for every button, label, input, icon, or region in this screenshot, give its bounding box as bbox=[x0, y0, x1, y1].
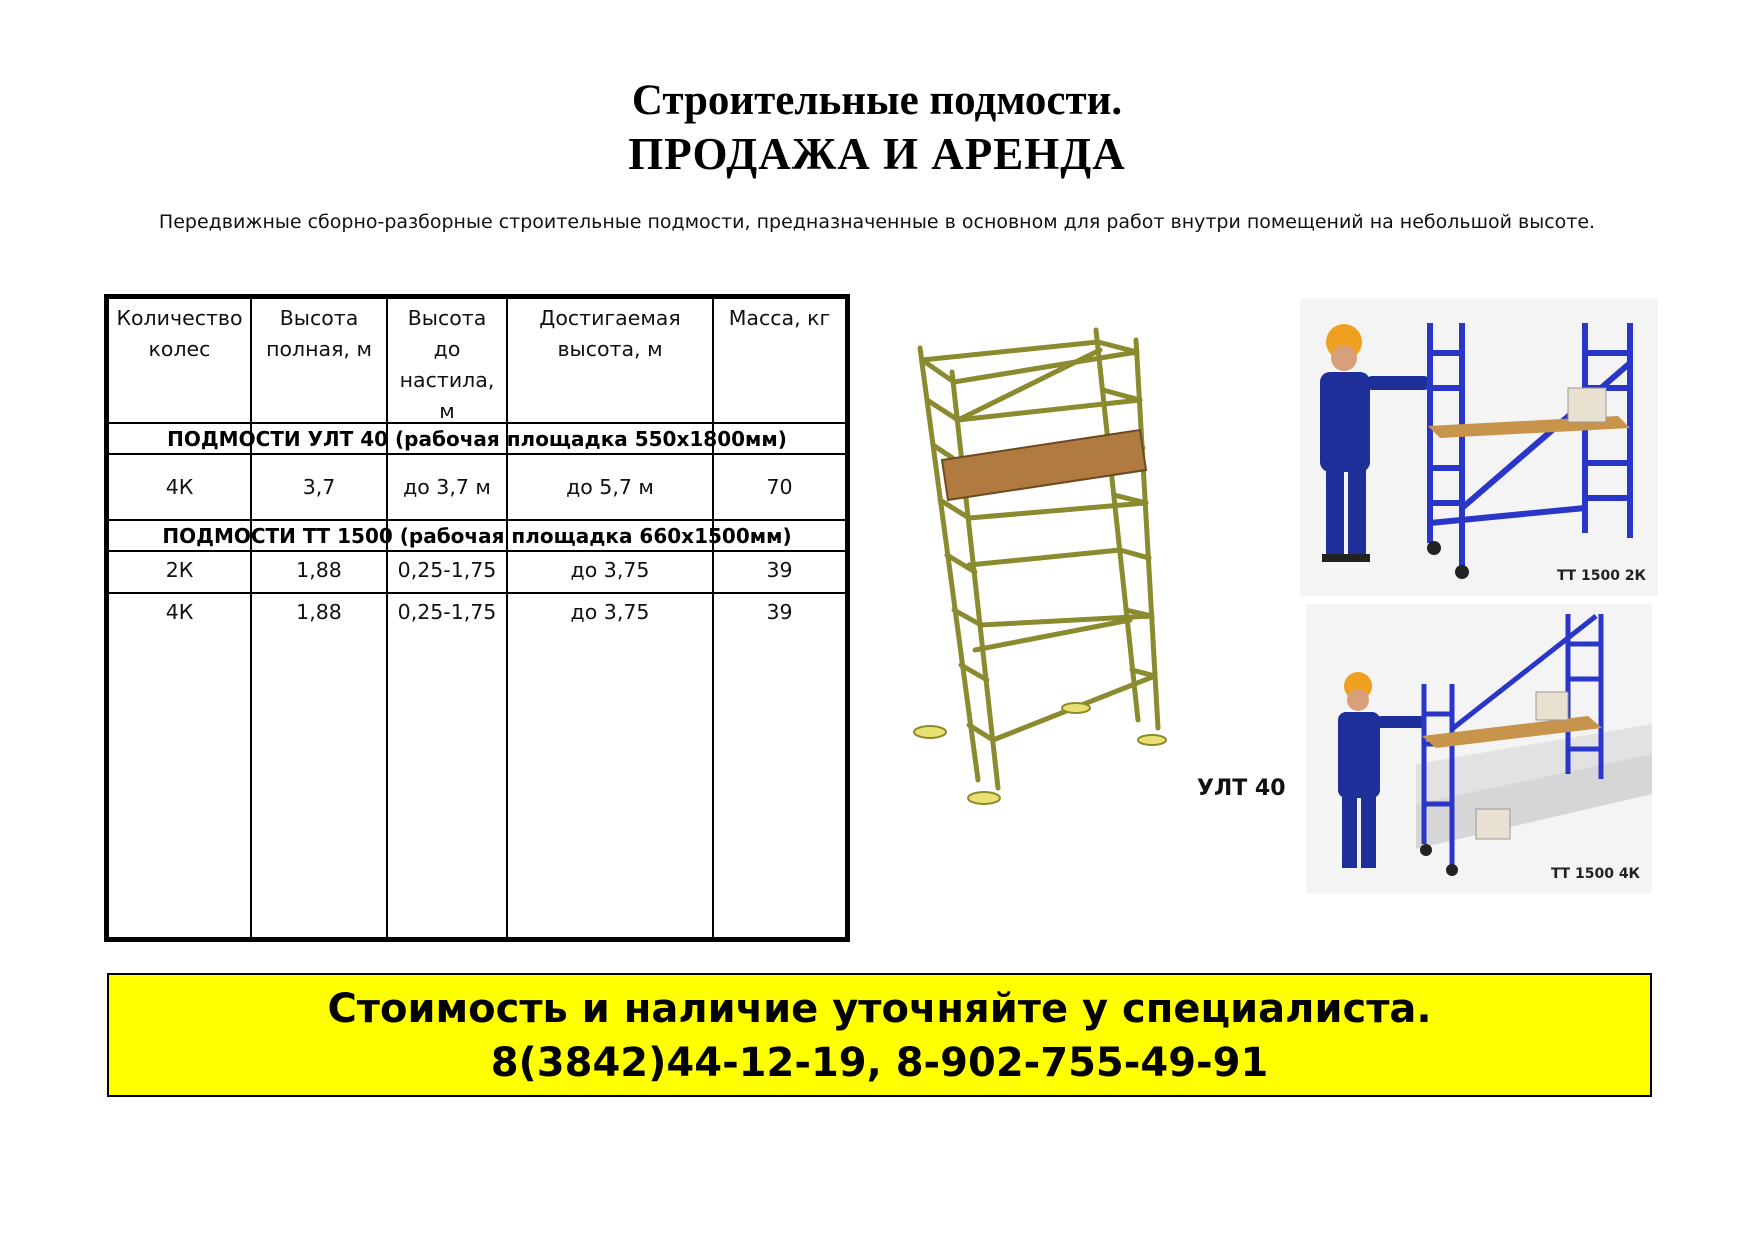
tt1500-4k-illustration bbox=[1306, 604, 1652, 894]
cell-wheels: 4К bbox=[165, 475, 194, 499]
ult40-label: УЛТ 40 bbox=[1197, 776, 1286, 801]
cell-full-height: 1,88 bbox=[296, 600, 342, 624]
cell-deck-height: 0,25-1,75 bbox=[397, 558, 497, 582]
spec-table bbox=[104, 294, 850, 942]
tt1500-2k-illustration bbox=[1300, 298, 1658, 596]
page-subtitle-sale-rent: ПРОДАЖА И АРЕНДА bbox=[628, 129, 1126, 179]
cell-wheels: 4К bbox=[165, 600, 194, 624]
cell-mass: 39 bbox=[766, 600, 793, 624]
tt1500-4k-label: ТТ 1500 4К bbox=[1551, 866, 1640, 882]
group-ult40: ПОДМОСТИ УЛТ 40 (рабочая площадка 550х1800мм) bbox=[167, 427, 787, 451]
header-deck-height: Высота до настила, м bbox=[399, 306, 495, 423]
cell-deck-height: до 3,7 м bbox=[403, 475, 491, 499]
header-wheels: Количество колес bbox=[116, 306, 243, 361]
header-mass: Масса, кг bbox=[728, 306, 831, 330]
cell-wheels: 2К bbox=[165, 558, 194, 582]
header-full-height: Высота полная, м bbox=[266, 306, 372, 361]
cta-banner bbox=[107, 973, 1652, 1097]
page-title: Строительные подмости. bbox=[631, 77, 1123, 124]
cell-reach: до 3,75 bbox=[570, 600, 650, 624]
tt1500-2k-photo bbox=[1300, 298, 1658, 596]
cell-full-height: 3,7 bbox=[302, 475, 336, 499]
cell-deck-height: 0,25-1,75 bbox=[397, 600, 497, 624]
tt1500-2k-label: ТТ 1500 2К bbox=[1557, 568, 1646, 584]
cell-full-height: 1,88 bbox=[296, 558, 342, 582]
group-tt1500: ПОДМОСТИ ТТ 1500 (рабочая площадка 660х1500мм) bbox=[162, 524, 792, 548]
cell-reach: до 3,75 bbox=[570, 558, 650, 582]
tt1500-4k-photo bbox=[1306, 604, 1652, 894]
cell-reach: до 5,7 м bbox=[566, 475, 654, 499]
cta-availability-text: Стоимость и наличие уточняйте у специалиста. bbox=[327, 986, 1432, 1032]
cell-mass: 39 bbox=[766, 558, 793, 582]
cta-phone-numbers: 8(3842)44-12-19, 8-902-755-49-91 bbox=[490, 1040, 1269, 1086]
product-description: Передвижные сборно-разборные строительные подмости, предназначенные в основном для работ внутри помещений на небольшой высоте. bbox=[158, 211, 1596, 233]
cell-mass: 70 bbox=[766, 475, 793, 499]
header-reach-height: Достигаемая высота, м bbox=[539, 306, 681, 361]
scaffold-ult40-image bbox=[900, 320, 1180, 820]
